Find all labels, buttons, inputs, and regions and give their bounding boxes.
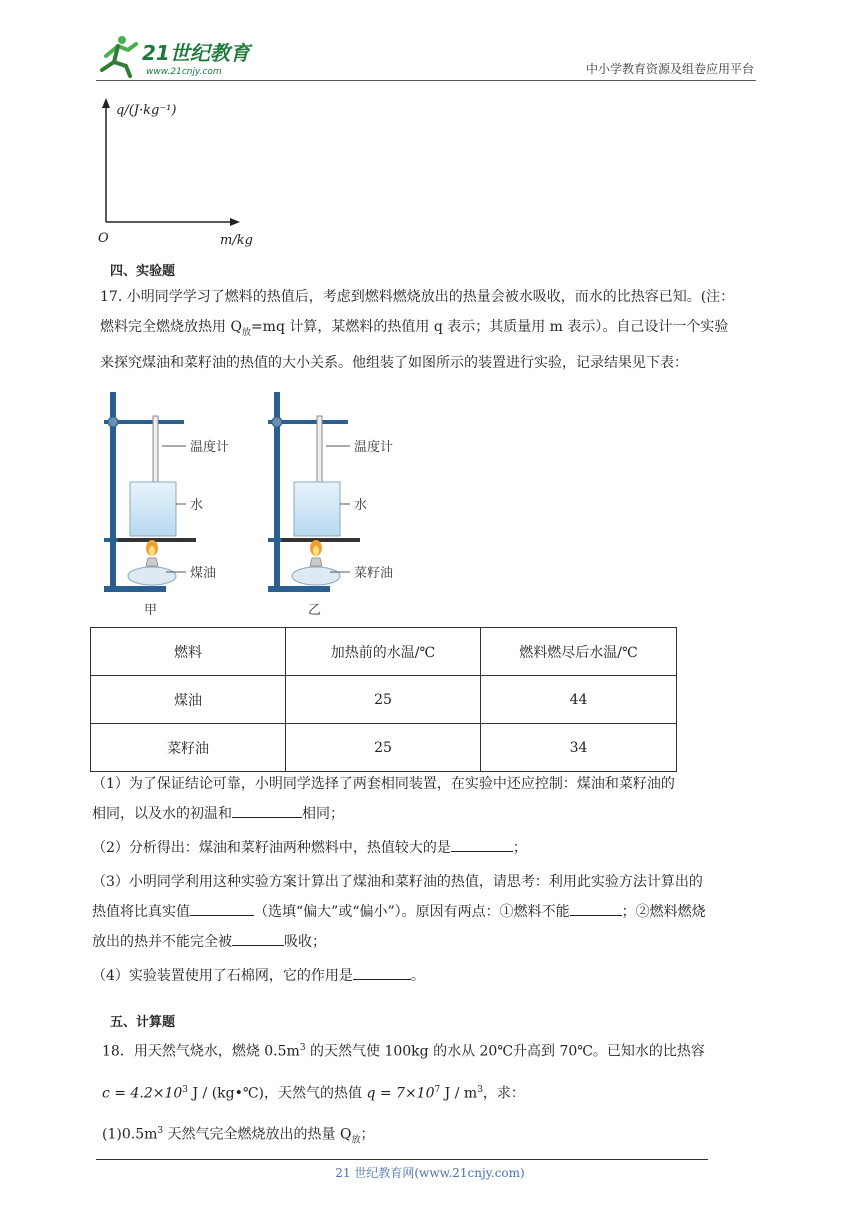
q18-part1-b: 天然气完全燃烧放出的热量 Q [163, 1126, 352, 1143]
table-header: 燃料 [91, 628, 286, 676]
section-4-title: 四、实验题 [110, 264, 176, 279]
caption-b: 乙 [308, 603, 322, 618]
logo-url: www.21cnjy.com [146, 67, 222, 77]
label-fuel-b: 菜籽油 [354, 566, 394, 581]
answer-blank-1[interactable] [232, 803, 302, 818]
specific-heat-exp: 3 [182, 1084, 189, 1095]
table-cell: 25 [286, 724, 481, 772]
y-axis-label: q/(J·kg⁻¹) [116, 103, 177, 118]
table-header: 加热前的水温/℃ [286, 628, 481, 676]
q18-part1-sub: 放 [351, 1135, 361, 1146]
q18-part1 [102, 1112, 766, 1159]
apparatus-b [268, 392, 393, 618]
q17-line3: 来探究煤油和菜籽油的热值的大小关系。他组装了如图所示的装置进行实验，记录结果见下表： [100, 354, 688, 371]
q18-line1-a: 18．用天然气烧水，燃烧 0.5m [102, 1043, 300, 1060]
heat-value-formula: q = 7×10 [366, 1085, 435, 1102]
table-row [91, 724, 677, 772]
sub1-line2-a: 相同，以及水的初温和 [92, 806, 232, 822]
sub3-line2-c: ；②燃料燃烧 [621, 904, 706, 920]
sub-questions [92, 769, 772, 991]
caption-a: 甲 [144, 603, 158, 618]
sub2-text: （2）分析得出：煤油和菜籽油两种燃料中，热值较大的是 [92, 840, 451, 856]
table-cell: 菜籽油 [91, 724, 286, 772]
answer-blank-5[interactable] [232, 931, 284, 946]
table-cell: 44 [481, 676, 677, 724]
q-m-graph [96, 92, 286, 252]
heat-value-exp: 7 [434, 1084, 441, 1095]
answer-blank-2[interactable] [451, 837, 513, 852]
heat-value-unit: J / m [440, 1085, 478, 1102]
sub4-line [92, 961, 772, 991]
answer-blank-4[interactable] [570, 901, 622, 916]
origin-label: O [98, 231, 109, 246]
q18-line2-mid: ，天然气的热值 [263, 1085, 367, 1102]
sub2-end: ； [512, 840, 527, 856]
logo-text: 21世纪教育 [142, 41, 250, 65]
label-thermometer-a: 温度计 [190, 440, 230, 455]
label-fuel-a: 煤油 [190, 566, 217, 581]
site-logo [96, 34, 266, 82]
table-cell: 煤油 [91, 676, 286, 724]
label-water-b: 水 [354, 498, 368, 513]
sub1-line2-b: 相同； [302, 806, 344, 822]
x-axis-label: m/kg [220, 233, 253, 248]
q17-line2-sub: 放 [241, 327, 251, 338]
table-cell: 25 [286, 676, 481, 724]
q17-line2-b: =mq 计算，某燃料的热值用 q 表示；其质量用 m 表示）。自己设计一个实验 [250, 319, 729, 335]
footer-divider [96, 1159, 708, 1160]
q18-line2 [102, 1071, 766, 1113]
runner-icon [102, 36, 136, 76]
sub3-line2 [92, 897, 772, 927]
sub3-line3-b: 吸收； [284, 934, 326, 950]
answer-blank-6[interactable] [353, 965, 411, 980]
apparatus-figure [96, 388, 426, 618]
apparatus-a [104, 392, 229, 618]
sub2-line [92, 833, 772, 863]
table-row [91, 676, 677, 724]
table-cell: 34 [481, 724, 677, 772]
sub4-text: （4）实验装置使用了石棉网，它的作用是 [92, 968, 353, 984]
q18-line1-sup: 3 [299, 1043, 306, 1053]
q17-line1: 17. 小明同学学习了燃料的热值后，考虑到燃料燃烧放出的热量会被水吸收，而水的比热容已知。(注： [100, 289, 735, 305]
sub1-line1: （1）为了保证结论可靠，小明同学选择了两套相同装置，在实验中还应控制：煤油和菜籽油的 [92, 776, 675, 792]
question-18 [102, 1029, 766, 1160]
answer-blank-3[interactable] [190, 901, 254, 916]
footer-link[interactable]: 21 世纪教育网(www.21cnjy.com) [335, 1166, 525, 1180]
header-divider [96, 80, 756, 81]
table-header: 燃料燃尽后水温/℃ [481, 628, 677, 676]
sub3-line2-a: 热值将比真实值 [92, 904, 190, 920]
q18-part1-sup: 3 [157, 1126, 164, 1137]
label-thermometer-b: 温度计 [354, 440, 394, 455]
x-arrow-icon [230, 218, 240, 226]
section-5-title: 五、计算题 [110, 1015, 176, 1030]
sub3-line3 [92, 927, 772, 957]
q18-part1-a: (1)0.5m [102, 1126, 158, 1143]
sub3-line2-b: （选填“偏大”或“偏小”）。原因有两点：①燃料不能 [254, 904, 570, 920]
q18-line1-b: 的天然气使 100kg 的水从 20℃升高到 70℃。已知水的比热容 [305, 1043, 705, 1060]
q17-line2 [100, 312, 764, 348]
q17-line2-a: 燃料完全燃烧放热用 Q [100, 319, 242, 335]
q18-line1 [102, 1029, 766, 1071]
sub1-line2 [92, 799, 772, 829]
sub4-end: 。 [410, 968, 425, 984]
y-arrow-icon [102, 98, 110, 108]
label-water-a: 水 [190, 498, 204, 513]
q18-line2-end: ，求： [482, 1085, 525, 1102]
platform-name: 中小学教育资源及组卷应用平台 [585, 62, 754, 76]
sub3-line3-a: 放出的热并不能完全被 [92, 934, 232, 950]
specific-heat-formula: c = 4.2×10 [102, 1085, 183, 1102]
question-17 [100, 282, 764, 378]
table-header-row [91, 628, 677, 676]
q18-part1-c: ； [360, 1126, 375, 1143]
heat-value-unit-exp: 3 [477, 1084, 483, 1095]
specific-heat-unit: J / (kg•℃) [188, 1085, 264, 1102]
results-table [90, 627, 677, 772]
sub3-line1: （3）小明同学利用这种实验方案计算出了煤油和菜籽油的热值，请思考：利用此实验方法计算出的 [92, 874, 703, 890]
